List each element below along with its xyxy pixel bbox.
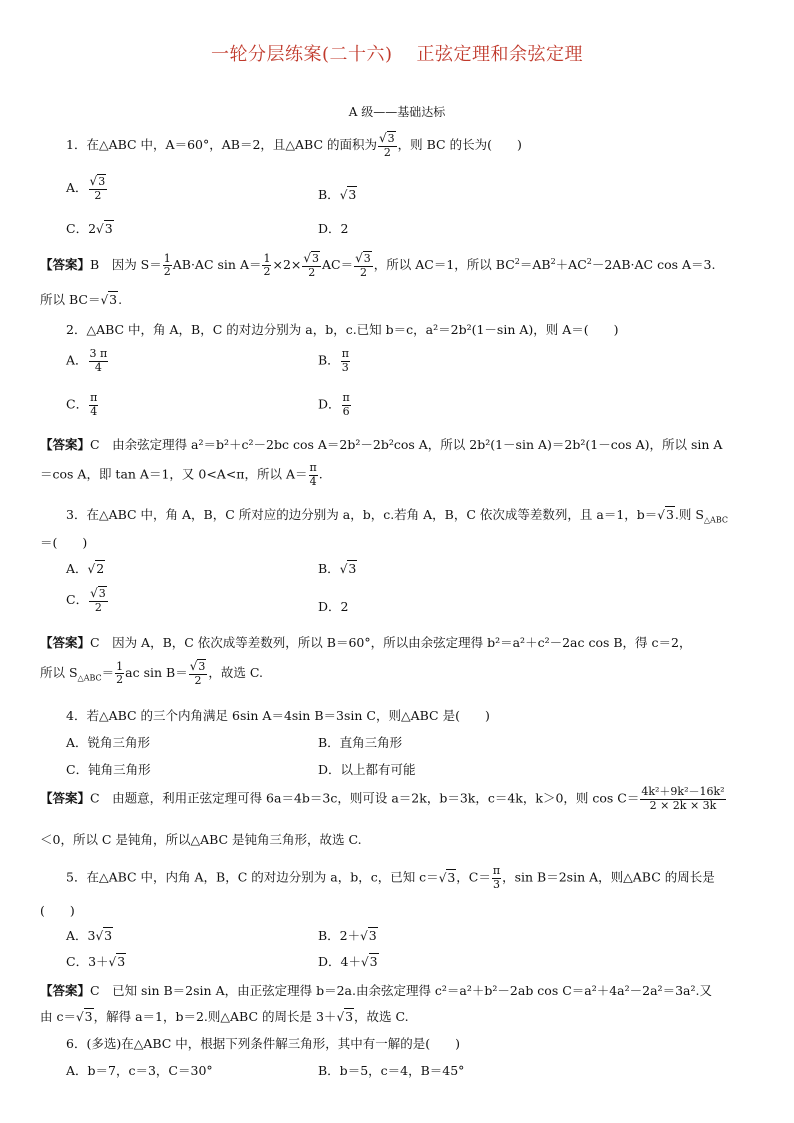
q1-option-a: A． $\frac{√3}{2}$ [66,174,106,202]
q3-stem-line2: ＝( ) [40,535,88,550]
page-title [0,40,794,66]
q6-option-a: A．b＝7，c＝3，C＝30° [66,1063,213,1078]
q2-option-d: D． $\frac{\pi}{6}$ [318,391,350,418]
q3-option-c: C． $\frac{√3}{2}$ [66,586,106,614]
q5-option-d: D．4＋√3 [318,954,378,969]
q2-answer: 【答案】C 由余弦定理得 a²＝b²＋c²－2bc cos A＝2b²－2b²cos A，所以 2b²(1－sin A)＝2b²(1－cos A)，所以 sin A [40,437,723,452]
q1-option-c: C．2√3 [66,221,113,236]
title-right: 正弦定理和余弦定理 [416,44,584,65]
title-left: 一轮分层练案(二十六) [210,44,393,65]
q3-answer-line2: 所以 $S_{\triangle ABC}=$ $\frac{1}{2}$ ac sin B＝ $\frac{√3}{2}$ ，故选 C. [40,659,263,687]
fraction: $\frac{√3}{2}$ [379,131,395,159]
q5-option-c: C．3＋√3 [66,954,126,969]
q1-answer: 【答案】B 因为 S＝ $\frac{1}{2}$ AB·AC sin A＝ $\frac{1}{2}$ ×2× $\frac{√3}{2}$ AC＝ $\frac{√3}{2}$ ，所以 AC＝1，所以 $BC^2=AB^2+AC^2-2AB\cdot AC$ cos A＝3. [40,251,716,279]
q2-option-a: A． $\frac{3 \pi}{4}$ [66,347,108,374]
q1-option-d: D．2 [318,221,349,236]
q5-stem-line2: ( ) [40,903,75,918]
q4-option-d: D．以上都有可能 [318,762,416,777]
q1-stem: 1．在△ABC 中，A＝60°，AB＝2，且△ABC 的面积为 $\frac{√3}{2}$ ，则 BC 的长为( ) [66,131,522,159]
q4-answer: 【答案】C 由题意，利用正弦定理可得 6a＝4b＝3c，则可设 a＝2k，b＝3k，c＝4k，k＞0，则 cos C＝ $\frac{\text{4k²＋9k²－16k²}}{2 \times 2k \times 3k}$ [40,785,725,812]
q4-answer-line2: ＜0，所以 C 是钝角，所以△ABC 是钝角三角形，故选 C. [40,832,362,847]
section-level: A 级——基础达标 [348,105,446,119]
q5-option-a: A．3√3 [66,928,113,943]
q1-option-b: B．√3 [318,187,357,202]
q6-stem: 6．(多选)在△ABC 中，根据下列条件解三角形，其中有一解的是( ) [66,1036,461,1051]
q2-stem: 2．△ABC 中，角 A，B，C 的对边分别为 a，b，c.已知 b＝c，a²＝2b²(1－sin A)，则 A＝( ) [66,322,619,337]
q3-option-a: A．√2 [66,561,105,576]
q5-answer: 【答案】C 已知 sin B＝2sin A，由正弦定理得 b＝2a.由余弦定理得 c²＝a²＋b²－2ab cos C＝a²＋4a²－2a²＝3a².又 [40,983,712,998]
q5-stem: 5．在△ABC 中，内角 A，B，C 的对边分别为 a，b，c，已知 c＝√3，C＝ $\frac{\pi}{3}$ ，sin B＝2sin A，则△ABC 的周长是 [66,864,715,891]
q3-stem: 3．在△ABC 中，角 A，B，C 所对应的边分别为 a，b，c.若角 A，B，C 依次成等差数列，且 a＝1，b＝√3.则 $S_{\triangle ABC}$ [66,507,728,525]
q3-option-d: D．2 [318,599,349,614]
q4-option-a: A．锐角三角形 [66,735,151,750]
q3-option-b: B．√3 [318,561,357,576]
q2-option-c: C． $\frac{\pi}{4}$ [66,391,98,418]
q1-answer-line2: 所以 BC＝√3. [40,292,123,307]
q4-option-b: B．直角三角形 [318,735,403,750]
q2-answer-line2: ＝cos A，即 tan A＝1，又 0<A<π，所以 A＝ $\frac{\pi}{4}$ . [40,461,323,488]
q3-answer: 【答案】C 因为 A，B，C 依次成等差数列，所以 B＝60°，所以由余弦定理得 b²＝a²＋c²－2ac cos B，得 c＝2， [40,635,692,650]
q6-option-b: B．b＝5，c＝4，B＝45° [318,1063,465,1078]
q4-stem: 4．若△ABC 的三个内角满足 6sin A＝4sin B＝3sin C，则△ABC 是( ) [66,708,490,723]
q2-option-b: B． $\frac{\pi}{3}$ [318,347,349,374]
q5-option-b: B．2＋√3 [318,928,377,943]
q5-answer-line2: 由 c＝√3，解得 a＝1，b＝2.则△ABC 的周长是 3＋√3，故选 C. [40,1009,409,1024]
q4-option-c: C．钝角三角形 [66,762,151,777]
